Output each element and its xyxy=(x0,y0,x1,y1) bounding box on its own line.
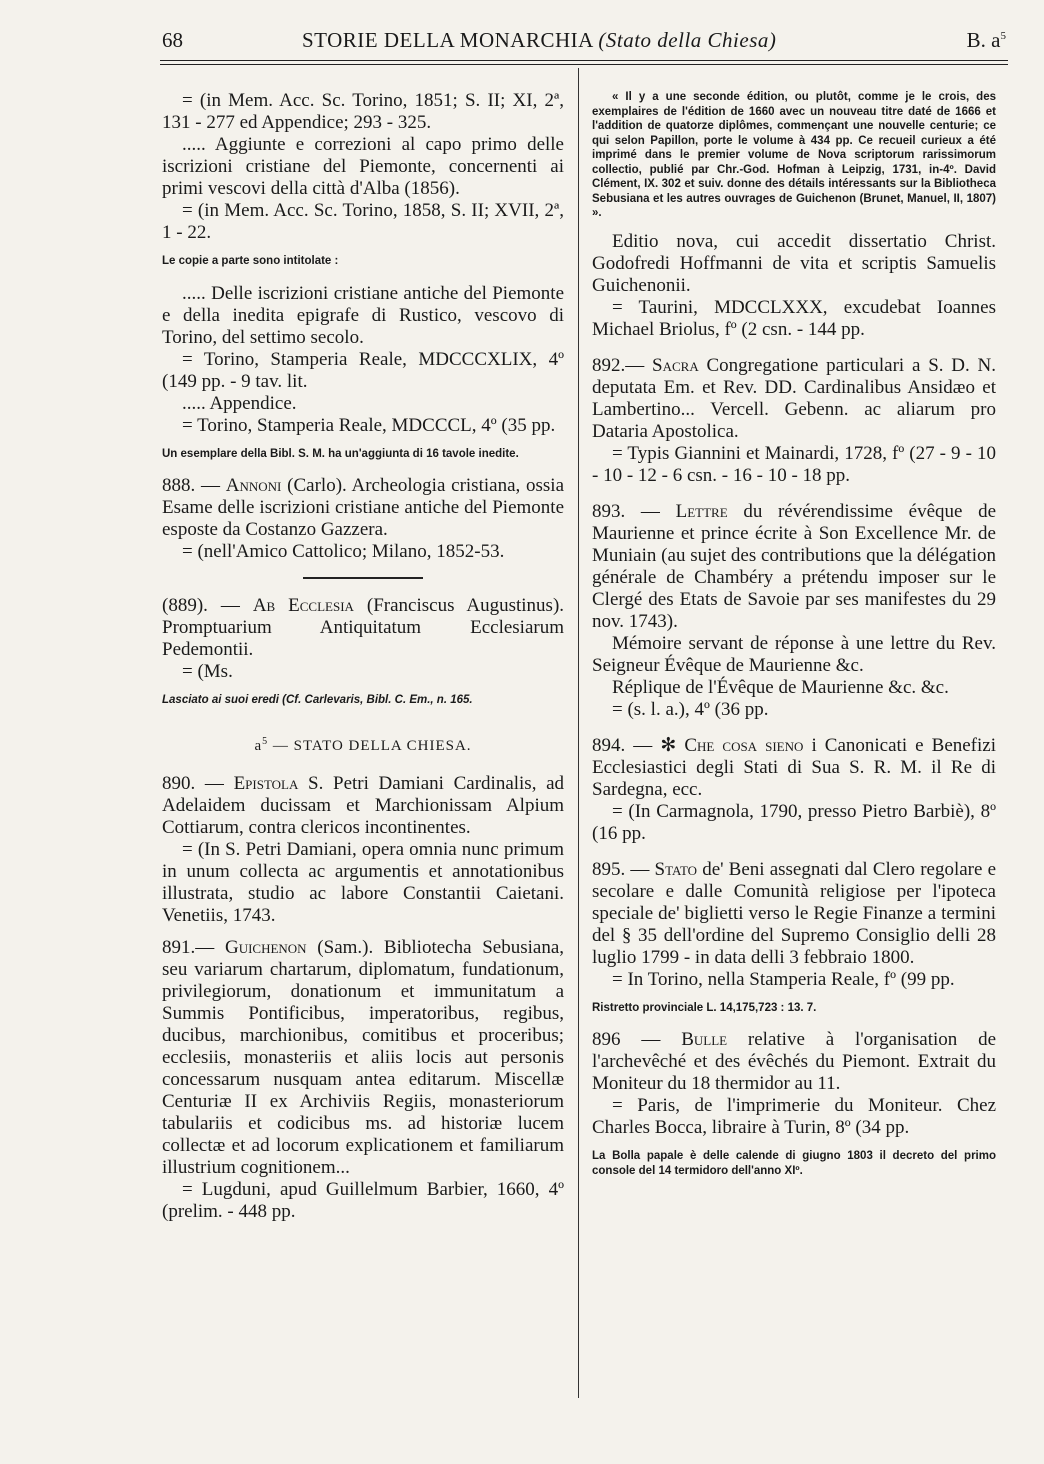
bib-text: = Torino, Stamperia Reale, MDCCCXLIX, 4º (149 pp. - 9 tav. lit. xyxy=(162,348,564,392)
page-number: 68 xyxy=(162,28,183,52)
entry-pub: = In Torino, nella Stamperia Reale, fº (99 pp. xyxy=(612,968,955,990)
bib-text: Editio nova, cui accedit dissertatio Christ. Godofredi Hoffmanni de vita et scriptis Samuelis Guichenonii. xyxy=(592,230,996,296)
entry-author: Guichenon xyxy=(224,936,307,958)
section-heading xyxy=(162,736,564,755)
entry-number: 894. — ✻ xyxy=(592,734,677,756)
entry-author: Ab Ecclesia xyxy=(252,595,354,616)
bib-text: = Taurini, MDCCLXXX, excudebat Ioannes Michael Briolus, fº (2 csn. - 144 pp. xyxy=(592,296,996,340)
entry-author: Stato xyxy=(654,858,698,880)
entry-author: Annoni xyxy=(225,475,282,496)
entry-pub: = (s. l. a.), 4º (36 pp. xyxy=(612,698,769,720)
signature-sup: 5 xyxy=(1000,30,1006,42)
entry-pub: = (Ms. xyxy=(182,661,233,682)
note-text: Un esemplare della Bibl. S. M. ha un'aggiunta di 16 tavole inedite. xyxy=(162,447,519,460)
entry-text: relative à l'organisation de l'archevêché et des évêchés du Piemont. Extrait du Moniteur du 18 thermidor au 11. xyxy=(592,1029,997,1094)
entry-893 xyxy=(592,501,996,633)
entry-pub: = Paris, de l'imprimerie du Moniteur. Chez Charles Bocca, libraire à Turin, 8º (34 pp. xyxy=(592,1095,996,1138)
entry-891 xyxy=(162,937,564,1179)
entry-author: Bulle xyxy=(681,1029,728,1050)
entry-888 xyxy=(162,475,564,541)
entry-pub: = (nell'Amico Cattolico; Milano, 1852-53. xyxy=(182,541,505,562)
entry-number: 890. — xyxy=(162,772,224,794)
header-rule xyxy=(160,60,1008,61)
section-sup: 5 xyxy=(262,735,269,747)
entry-pub: = (In Carmagnola, 1790, presso Pietro Barbiè), 8º (16 pp. xyxy=(592,800,996,844)
entry-896 xyxy=(592,1029,996,1095)
entry-number: 893. — xyxy=(592,500,660,522)
entry-text: de' Beni assegnati dal Clero regolare e secolare e dalle Comunità religiose per l'ipoteca speciale de' biglietti verso le Regie Finanze a termini del § 35 dell'ordine del Supremo Consiglio delli 28 luglio 1799 - in data delli 3 febbraio 1800. xyxy=(592,858,996,968)
entry-author: Epistola xyxy=(233,772,299,794)
entry-author: Lettre xyxy=(675,500,728,522)
note-text: La Bolla papale è delle calende di giugno 1803 il decreto del primo console del 14 termidoro dell'anno XIº. xyxy=(592,1150,996,1177)
bib-text: = (in Mem. Acc. Sc. Torino, 1851; S. II; XI, 2ª, 131 - 277 ed Appendice; 293 - 325. xyxy=(162,90,564,133)
column-divider xyxy=(578,68,579,1398)
entry-text: (Franciscus Augustinus). Promptuarium Antiquitatum Ecclesiarum Pedemontii. xyxy=(162,595,565,660)
entry-895 xyxy=(592,859,996,969)
note-text: Le copie a parte sono intitolate : xyxy=(162,255,339,267)
section-label: a xyxy=(254,737,263,754)
separator-rule xyxy=(303,577,423,579)
bib-text: ..... Appendice. xyxy=(182,392,297,414)
entry-text: Congregatione particulari a S. D. N. deputata Em. et Rev. DD. Cardinalibus Ansidæo et Lambertino... Vercell. Gebenn. ac aliarum pro Dataria Apostolica. xyxy=(592,354,997,442)
note-text: « Il y a une seconde édition, ou plutôt, comme je le crois, des exemplaires de l'édition de 1660 avec un nouveau titre daté de 1666 et l'addition de quatorze diplômes, commençant une nouvelle centurie; ce qui selon Papillon, porte le volume à 434 pp. Ce recueil curieux a été imprimé dans le premier volume de Nova scriptorum rarissimorum collectio, publié par Chr.-God. Hofman à Leipzig, 1731, in-4º. David Clément, IX. 302 et suiv. donne des détails intéressants sur la Bibliotheca Sebusiana et les autres ouvrages de Guichenon (Brunet, Manuel, II, 1807) ». xyxy=(592,91,996,219)
running-title-main: STORIE DELLA MONARCHIA xyxy=(302,28,593,52)
bib-text: = (in Mem. Acc. Sc. Torino, 1858, S. II; XVII, 2ª, 1 - 22. xyxy=(162,200,564,243)
entry-author: Che cosa sieno xyxy=(684,734,804,756)
running-title xyxy=(302,28,776,53)
entry-number: 891.— xyxy=(162,936,215,958)
entry-text: du révérendissime évêque de Maurienne et prince écrite à Son Excellence Mr. de Muniain (au sujet des contributions que la délégation générale de Chambéry a prétendu imposer sur le Clergé des Etats de Savoie par ses manifestes du 29 nov. 1743). xyxy=(592,500,997,632)
note-text: Lasciato ai suoi eredi (Cf. Carlevaris, Bibl. C. Em., n. 165. xyxy=(162,694,473,706)
entry-890 xyxy=(162,773,564,839)
signature-letter: B. a xyxy=(966,28,1001,52)
bib-text: Mémoire servant de réponse à une lettre du Rev. Seigneur Évêque de Maurienne &c. xyxy=(592,632,996,676)
entry-text: (Carlo). Archeologia cristiana, ossia Esame delle iscrizioni cristiane antiche del Piemonte esposte da Costanzo Gazzera. xyxy=(162,475,565,540)
bib-text: = Torino, Stamperia Reale, MDCCCL, 4º (35 pp. xyxy=(182,414,556,436)
entry-text: i Canonicati e Benefizi Ecclesiastici degli Stati di Sua S. R. M. il Re di Sardegna, ecc. xyxy=(592,734,997,800)
left-column xyxy=(162,76,564,1223)
header-rule-thin xyxy=(160,64,1008,65)
right-column xyxy=(592,76,996,1178)
entry-number: 896 — xyxy=(592,1029,661,1050)
entry-number: 892.— xyxy=(592,354,645,376)
running-title-sub: (Stato della Chiesa) xyxy=(598,28,777,52)
entry-number: 888. — xyxy=(162,475,221,496)
entry-text: (Sam.). Bibliotecha Sebusiana, seu variarum chartarum, diplomatum, fundationum, privilegiorum, donationum et immunitatum a Summis Pontificibus, imperatoribus, regibus, ducibus, marchionibus, comitibus et proceribus; ecclesiis, monasteriis et aliis locis aut personis concessarum nusquam antea editarum. Miscellæ Centuriæ II ex Archiviis Regiis, monasteriorum tabulariis et codicibus ms. ad historiæ lucem collectæ et ad locorum explicationem et familiarum illustrium cognitionem... xyxy=(162,936,565,1178)
bib-text: ..... Delle iscrizioni cristiane antiche del Piemonte e della inedita epigrafe di Rustico, vescovo di Torino, del settimo secolo. xyxy=(162,282,564,348)
entry-text: S. Petri Damiani Cardinalis, ad Adelaidem ducissam et Marchionissam Alpium Cottiarum, contra clericos incontinentes. xyxy=(162,772,565,838)
entry-number: (889). — xyxy=(162,595,240,616)
entry-894 xyxy=(592,735,996,801)
note-text: Ristretto provinciale L. 14,175,723 : 13. 7. xyxy=(592,1001,817,1014)
bib-text: ..... Aggiunte e correzioni al capo primo delle iscrizioni cristiane del Piemonte, concernenti ai primi vescovi della città d'Alba (1856). xyxy=(162,134,564,199)
entry-892 xyxy=(592,355,996,443)
bib-text: Réplique de l'Évêque de Maurienne &c. &c. xyxy=(612,676,949,698)
entry-889 xyxy=(162,595,564,661)
entry-pub: = Lugduni, apud Guillelmum Barbier, 1660, 4º (prelim. - 448 pp. xyxy=(162,1178,564,1222)
entry-pub: = (In S. Petri Damiani, opera omnia nunc primum in unum collecta ac argumentis et annotationibus illustrata, studio ac labore Constantii Caietani. Venetiis, 1743. xyxy=(162,838,564,926)
entry-number: 895. — xyxy=(592,858,650,880)
section-title: — STATO DELLA CHIESA. xyxy=(272,737,472,754)
signature-mark xyxy=(967,28,1006,53)
entry-author: Sacra xyxy=(652,354,699,376)
entry-pub: = Typis Giannini et Mainardi, 1728, fº (27 - 9 - 10 - 10 - 12 - 6 csn. - 16 - 10 - 18 pp. xyxy=(592,442,996,486)
running-header xyxy=(162,28,1006,58)
